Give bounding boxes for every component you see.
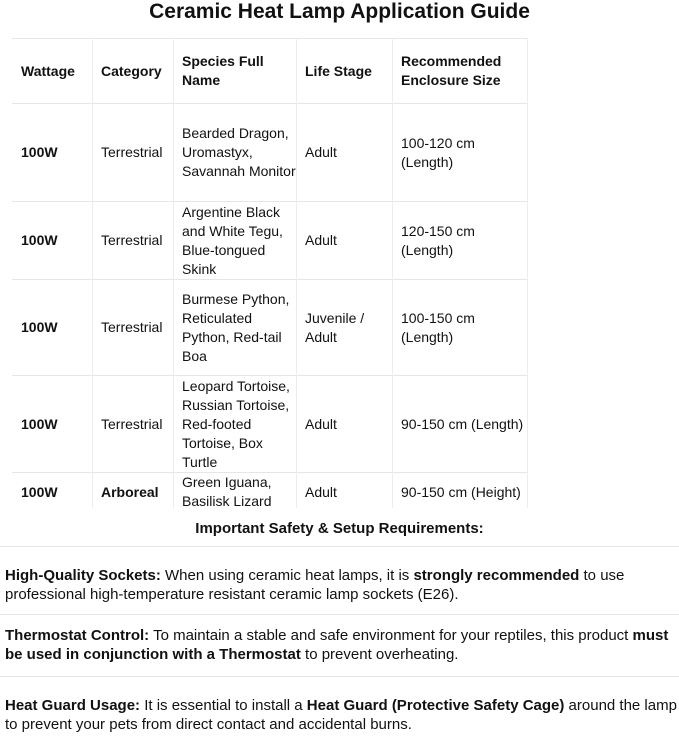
table-row (12, 473, 527, 509)
column-divider (92, 38, 93, 508)
requirement-label: Heat Guard Usage: (5, 697, 141, 714)
cell-category: Terrestrial (92, 376, 173, 473)
cell-species: Green Iguana, Basilisk Lizard (173, 473, 296, 509)
cell-category: Arboreal (92, 473, 173, 509)
table-row (12, 376, 527, 473)
requirement-emphasis: strongly recommended (413, 567, 580, 584)
requirement-heat-guard (5, 696, 677, 734)
cell-category: Terrestrial (92, 280, 173, 376)
requirement-emphasis: must be used in conjunction with a Thermostat (5, 627, 669, 663)
column-divider (296, 38, 297, 508)
cell-species: Argentine Black and White Tegu, Blue-tongued Skink (173, 202, 296, 280)
safety-title: Important Safety & Setup Requirements: (195, 520, 484, 537)
column-divider (173, 38, 174, 508)
requirement-thermostat (5, 626, 677, 664)
cell-enclosure: 100-150 cm (Length) (392, 280, 527, 376)
cell-life-stage: Adult (296, 376, 392, 473)
page-title: Ceramic Heat Lamp Application Guide (149, 0, 530, 23)
requirement-text: When using ceramic heat lamps, it is (160, 567, 414, 584)
column-divider (527, 38, 528, 508)
guide-table (12, 38, 527, 508)
requirement-emphasis: Heat Guard (Protective Safety Cage) (306, 697, 565, 714)
header-enclosure: Recommended Enclosure Size (392, 39, 527, 104)
cell-enclosure: 100-120 cm (Length) (392, 104, 527, 202)
cell-wattage: 100W (12, 104, 92, 202)
table-row (12, 202, 527, 280)
cell-wattage: 100W (12, 376, 92, 473)
requirement-text: around the lamp to prevent your pets from direct contact and accidental burns. (5, 697, 677, 733)
divider (0, 614, 679, 615)
cell-wattage: 100W (12, 202, 92, 280)
cell-life-stage: Juvenile / Adult (296, 280, 392, 376)
requirement-text: It is essential to install a (140, 697, 307, 714)
requirement-label: Thermostat Control: (5, 627, 150, 644)
header-species: Species Full Name (173, 39, 296, 104)
cell-category: Terrestrial (92, 202, 173, 280)
requirement-sockets (5, 566, 677, 604)
header-life-stage: Life Stage (296, 39, 392, 104)
cell-wattage: 100W (12, 280, 92, 376)
cell-enclosure: 90-150 cm (Length) (392, 376, 527, 473)
column-divider (392, 38, 393, 508)
header-wattage: Wattage (12, 39, 92, 104)
cell-category: Terrestrial (92, 104, 173, 202)
cell-species: Bearded Dragon, Uromastyx, Savannah Monitor (173, 104, 296, 202)
table-row (12, 280, 527, 376)
cell-species: Leopard Tortoise, Russian Tortoise, Red-footed Tortoise, Box Turtle (173, 376, 296, 473)
requirement-text: to prevent overheating. (300, 646, 459, 663)
cell-enclosure: 120-150 cm (Length) (392, 202, 527, 280)
header-category: Category (92, 39, 173, 104)
cell-life-stage: Adult (296, 202, 392, 280)
safety-section (0, 508, 679, 737)
divider (0, 676, 679, 677)
cell-life-stage: Adult (296, 473, 392, 509)
table-header-row (12, 39, 527, 104)
cell-life-stage: Adult (296, 104, 392, 202)
cell-species: Burmese Python, Reticulated Python, Red-tail Boa (173, 280, 296, 376)
cell-enclosure: 90-150 cm (Height) (392, 473, 527, 509)
table-row (12, 104, 527, 202)
divider (0, 546, 679, 547)
requirement-label: High-Quality Sockets: (5, 567, 161, 584)
requirement-text: to use professional high-temperature resistant ceramic lamp sockets (E26). (5, 567, 625, 603)
cell-wattage: 100W (12, 473, 92, 509)
requirement-text: To maintain a stable and safe environment for your reptiles, this product (149, 627, 633, 644)
